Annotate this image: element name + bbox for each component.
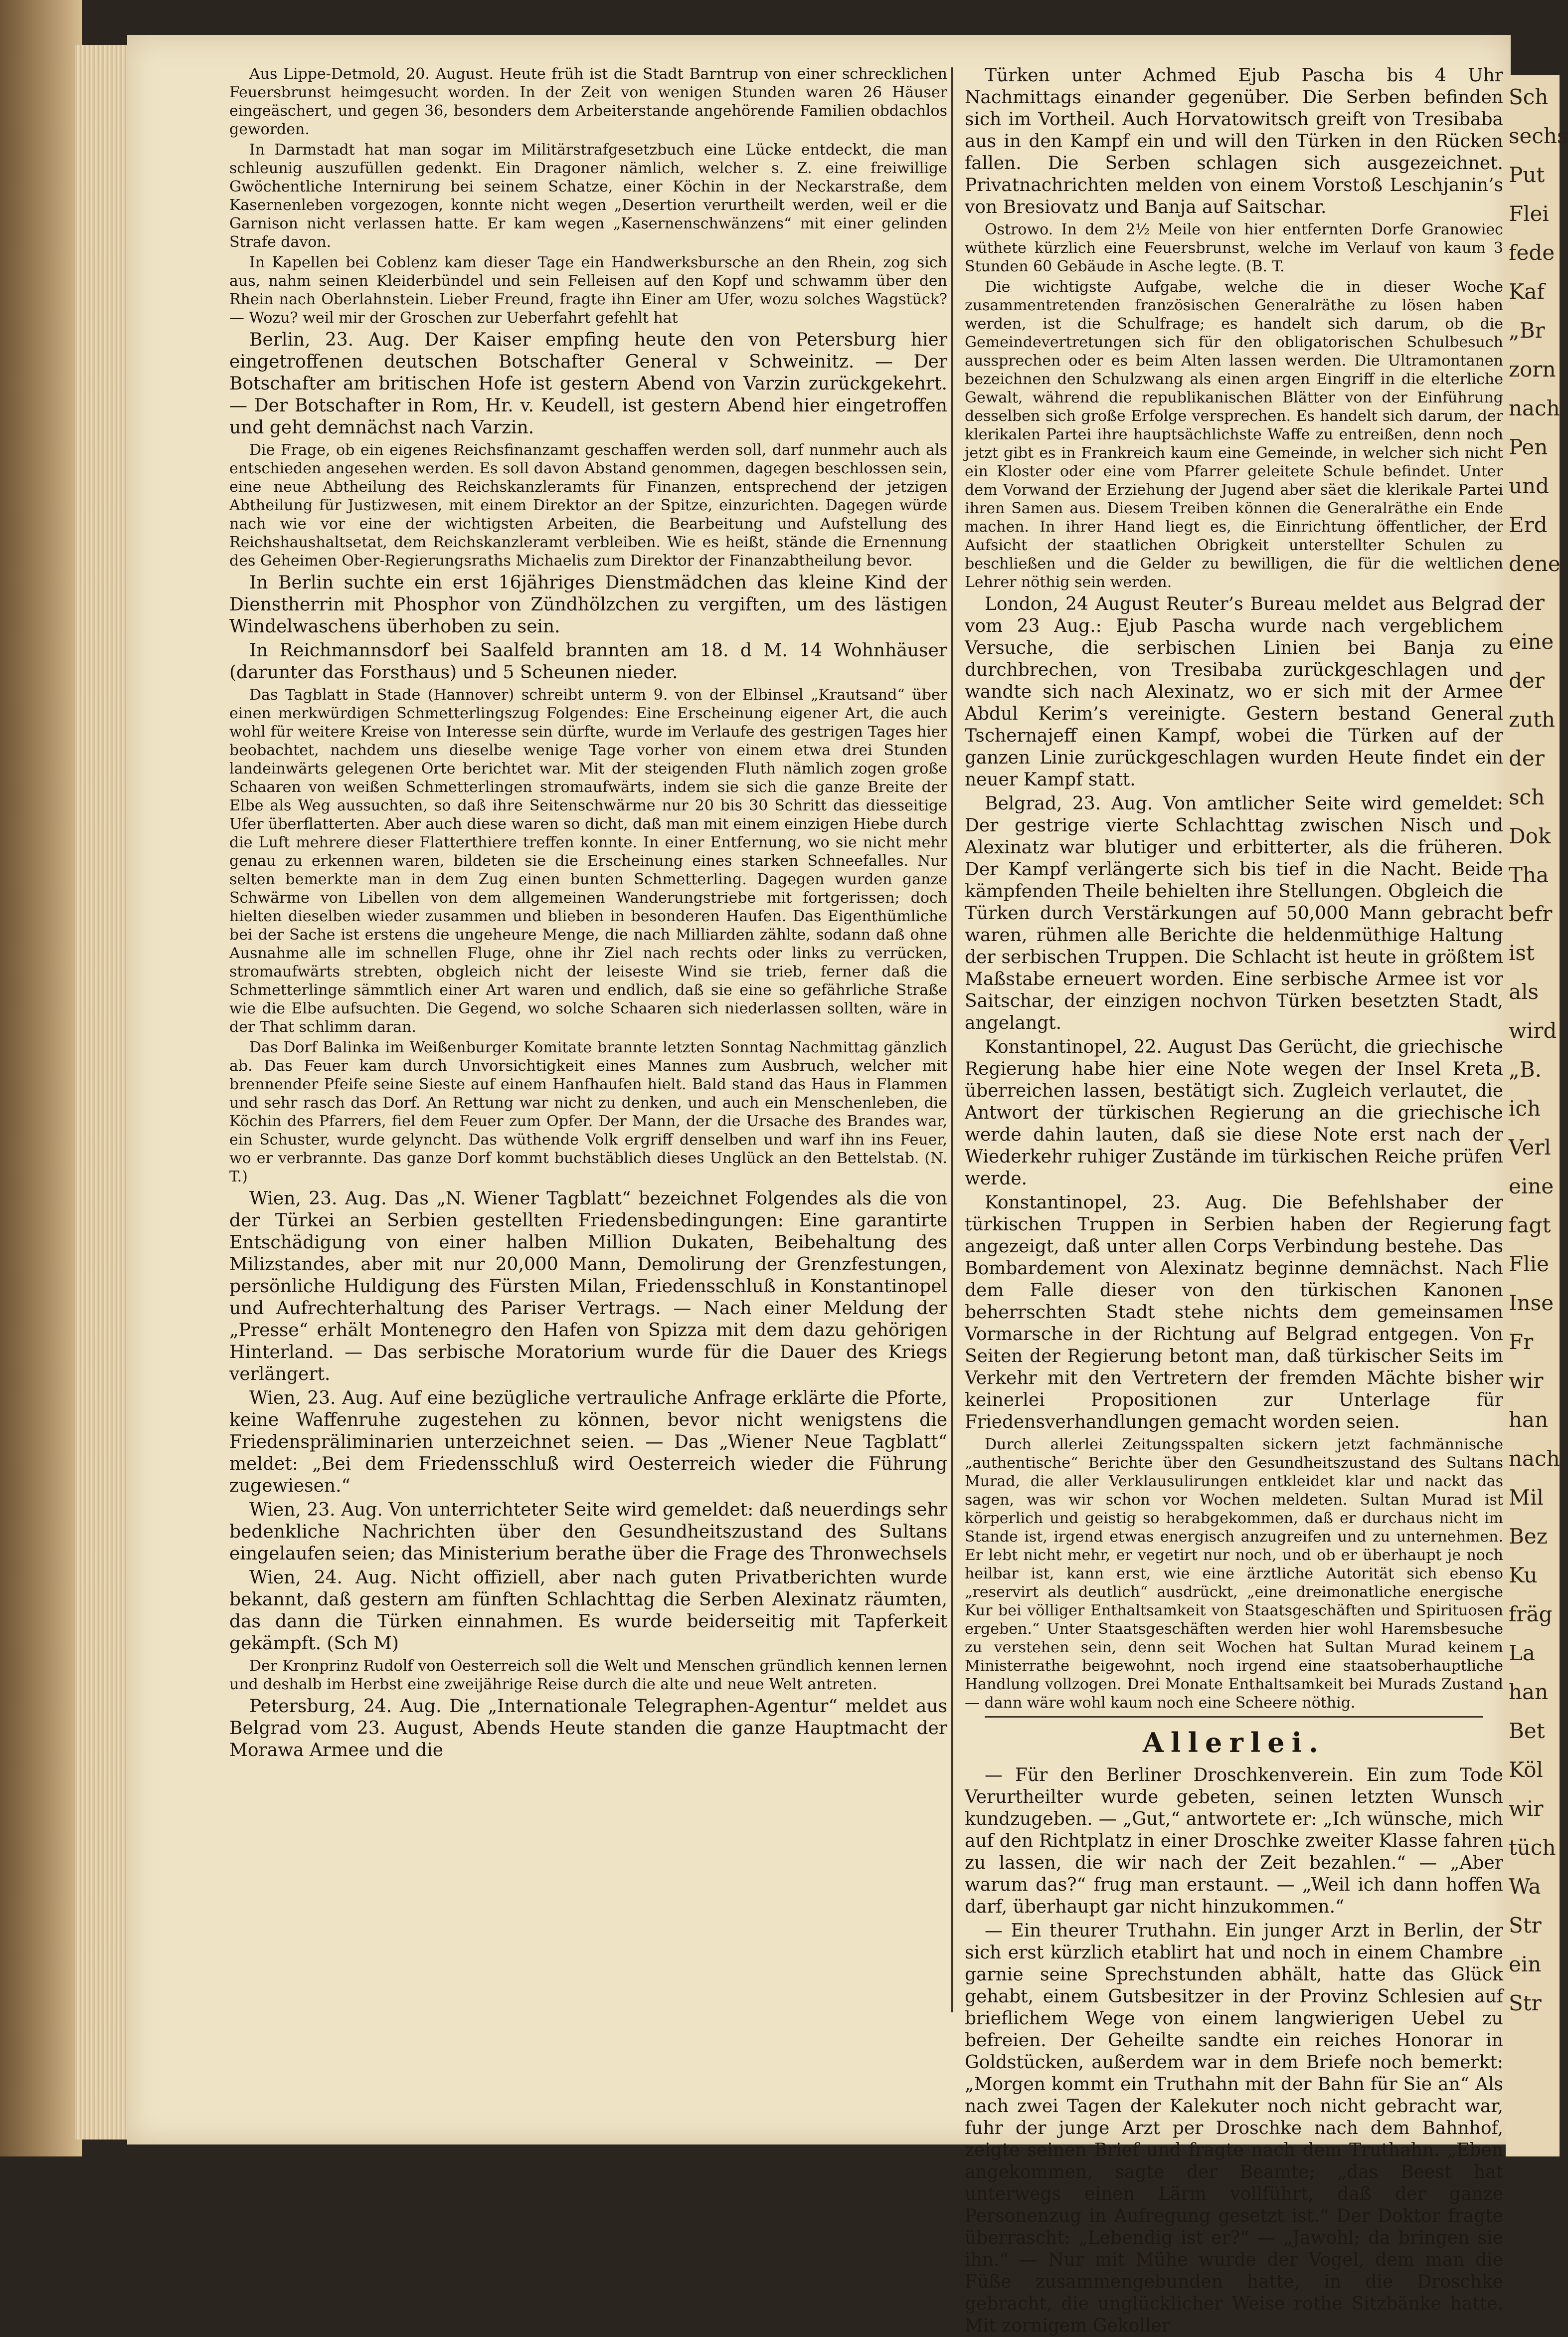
- page-edges: [75, 45, 130, 2140]
- article-paragraph: London, 24 August Reuter’s Bureau meldet aus Belgrad vom 23 Aug.: Ejub Pascha wurde nach vergeblichem Versuche, die serbischen Linien bei Banja zu durchbrechen, von Tresibaba zurückgeschlagen und wandte sich nach Alexinatz, wo er sich mit der Armee Abdul Kerim’s vereinigte. Gestern bestand General Tschernajeff einen Kampf, wobei die Türken auf der ganzen Linie zurückgeschlagen wurden Heute findet ein neuer Kampf statt.: [965, 594, 1503, 790]
- article-paragraph: Die wichtigste Aufgabe, welche die in dieser Woche zusammentretenden französischen Generalräthe zu lösen haben werden, ist die Schulfrage; es handelt sich darum, ob die Gemeindevertretungen sich für den obligatorischen Schulbesuch aussprechen oder es beim Alten lassen werden. Die Ultramontanen bezeichnen den Schulzwang als einen argen Eingriff in die elterliche Gewalt, während die republikanischen Blätter von der Einführung desselben sich große Erfolge versprechen. Es handelt sich darum, der klerikalen Partei ihre hauptsächlichste Waffe zu entreißen, denn noch jetzt gibt es in Frankreich kaum eine Gemeinde, in welcher sich nicht ein Kloster oder eine vom Pfarrer geleitete Schule befindet. Unter dem Vorwand der Erziehung der Jugend aber säet die klerikale Partei ihren Samen aus. Diesem Treiben können die Generalräthe ein Ende machen. In ihrer Hand liegt es, die Einrichtung öffentlicher, der Aufsicht der staatlichen Obrigkeit unterstellter Schulen zu beschließen und die Gelder zu bewilligen, die für die weltlichen Lehrer nöthig sein werden.: [965, 278, 1503, 591]
- next-page-word: han: [1509, 1407, 1549, 1432]
- next-page-word: fede: [1509, 240, 1555, 265]
- next-page-word: Inse: [1509, 1291, 1554, 1315]
- next-page-word: befr: [1509, 902, 1553, 926]
- article-paragraph: Die Frage, ob ein eigenes Reichsfinanzamt geschaffen werden soll, darf nunmehr auch als entschieden angesehen werden. Es soll davon Abstand genommen, dagegen beschlossen sein, eine neue Abtheilung des Reichskanzleramts für Finanzen, entsprechend der jetzigen Abtheilung für Justizwesen, mit einem Direktor an der Spitze, einzurichten. Dagegen würde nach wie vor eine der wichtigsten Arbeiten, die Bearbeitung und Aufstellung des Reichshaushaltsetat, dem Reichskanzleramt verbleiben. Wie es heißt, stände die Ernennung des Geheimen Ober-Regierungsraths Michaelis zum Direktor der Finanzabtheilung bevor.: [229, 441, 947, 570]
- next-page-word: La: [1509, 1641, 1535, 1665]
- next-page-word: ich: [1509, 1096, 1541, 1121]
- article-paragraph: In Reichmannsdorf bei Saalfeld brannten am 18. d M. 14 Wohnhäuser (darunter das Forsthaus) und 5 Scheunen nieder.: [229, 640, 947, 683]
- next-page-word: Sch: [1509, 85, 1549, 109]
- article-paragraph: Türken unter Achmed Ejub Pascha bis 4 Uhr Nachmittags einander gegenüber. Die Serben befinden sich im Vortheil. Auch Horvatowitsch greift von Tresibaba aus in den Kampf ein und will den Türken in den Rücken fallen. Die Serben schlagen sich ausgezeichnet. Privatnachrichten melden von einem Vorstoß Leschjanin’s von Bresiovatz und Banja auf Saitschar.: [965, 65, 1503, 217]
- article-paragraph: In Darmstadt hat man sogar im Militärstrafgesetzbuch eine Lücke entdeckt, die man schleunig auszufüllen gedenkt. Ein Dragoner nämlich, welcher s. Z. eine freiwillige Gwöchentliche Internirung bei seinem Schatze, einer Köchin in der Neckarstraße, dem Kasernenleben vorgezogen, konnte nicht wegen „Desertion verurtheilt werden, weil er die Garnison nicht verlassen hatte. Er kam wegen „Kasernenschwänzens“ mit einer gelinden Strafe davon.: [229, 141, 947, 251]
- article-paragraph: Konstantinopel, 23. Aug. Die Befehlshaber der türkischen Truppen in Serbien haben der Regierung angezeigt, daß unter allen Corps Verbindung bestehe. Das Bombardement von Alexinatz beginne demnächst. Nach dem Falle dieser von den türkischen Kanonen beherrschten Stadt stehe nichts dem gemeinsamen Vormarsche in der Richtung auf Belgrad entgegen. Von Seiten der Regierung betont man, daß türkischer Seits im Verkehr mit den Vertretern der fremden Mächte bisher keinerlei Propositionen zur Unterlage für Friedensverhandlungen gemacht worden seien.: [965, 1192, 1503, 1432]
- next-page-word: wir: [1509, 1368, 1544, 1393]
- next-page-word: ist: [1509, 941, 1535, 965]
- next-page-word: zorn: [1509, 357, 1556, 382]
- next-page-word: fräg: [1509, 1602, 1553, 1626]
- left-column: [229, 65, 947, 2110]
- next-page-word: dene: [1509, 552, 1561, 576]
- next-page-word: tüch: [1509, 1835, 1556, 1860]
- article-paragraph: Konstantinopel, 22. August Das Gerücht, die griechische Regierung habe hier eine Note wegen der Insel Kreta überreichen lassen, bestätigt sich. Zugleich verlautet, die Antwort der türkischen Regierung an die griechische werde dahin lauten, daß sie diese Note erst nach der Wiederkehr ruhiger Zustände im türkischen Reiche prüfen werde.: [965, 1037, 1503, 1189]
- next-page-word: der: [1509, 746, 1545, 771]
- next-page-word: Str: [1509, 1991, 1542, 2015]
- next-page-word: Put: [1509, 163, 1545, 187]
- next-page-word: Pen: [1509, 435, 1548, 459]
- next-page-word: als: [1509, 979, 1539, 1004]
- article-paragraph: Wien, 23. Aug. Das „N. Wiener Tagblatt“ bezeichnet Folgendes als die von der Türkei an Serbien gestellten Friedensbedingungen: Eine garantirte Entschädigung von einer halben Million Dukaten, Beibehaltung des Milizstandes, aber mit nur 20,000 Mann, Demolirung der Grenzfestungen, persönliche Huldigung des Fürsten Milan, Friedensschluß in Konstantinopel und Aufrechterhaltung des Pariser Vertrags. — Nach einer Meldung der „Presse“ erhält Montenegro den Hafen von Spizza mit dem dazu gehörigen Hinterland. — Das serbische Moratorium wurde für die Dauer des Kriegs verlängert.: [229, 1188, 947, 1384]
- article-paragraph: Wien, 23. Aug. Von unterrichteter Seite wird gemeldet: daß neuerdings sehr bedenkliche Nachrichten über den Gesundheitszustand des Sultans eingelaufen seien; das Ministerium berathe über die Frage des Thronwechsels: [229, 1500, 947, 1564]
- article-paragraph: Der Kronprinz Rudolf von Oesterreich soll die Welt und Menschen gründlich kennen lernen und deshalb im Herbst eine zweijährige Reise durch die alte und neue Welt antreten.: [229, 1657, 947, 1693]
- next-page-word: ein: [1509, 1952, 1542, 1976]
- next-page-fragment: [1506, 75, 1568, 2156]
- next-page-word: Bet: [1509, 1719, 1545, 1743]
- next-page-word: „Br: [1509, 318, 1545, 343]
- next-page-word: fagt: [1509, 1213, 1551, 1237]
- next-page-word: zuth: [1509, 707, 1556, 732]
- next-page-word: Dok: [1509, 824, 1551, 848]
- next-page-word: der: [1509, 590, 1545, 615]
- next-page-word: sechs: [1509, 124, 1568, 148]
- right-column: [965, 65, 1503, 2336]
- article-paragraph: — Für den Berliner Droschkenverein. Ein zum Tode Verurtheilter wurde gebeten, seinen letzten Wunsch kundzugeben. — „Gut,“ antwortete er: „Ich wünsche, mich auf den Richtplatz in einer Droschke zweiter Klasse fahren zu lassen, die wir nach der Zeit bezahlen.“ — „Aber warum das?“ frug man erstaunt. — „Weil ich dann hoffen darf, überhaupt gar nicht hinzukommen.“: [965, 1765, 1503, 1917]
- article-paragraph: Wien, 24. Aug. Nicht offiziell, aber nach guten Privatberichten wurde bekannt, daß gestern am fünften Schlachttag die Serben Alexinatz räumten, das dann die Türken einnahmen. Es wurde beiderseitig mit Tapferkeit gekämpft. (Sch M): [229, 1567, 947, 1654]
- next-page-word: Flei: [1509, 201, 1549, 226]
- next-page-word: Kaf: [1509, 279, 1545, 304]
- next-page-word: Mil: [1509, 1485, 1544, 1510]
- next-page-word: nach: [1509, 396, 1560, 420]
- article-paragraph: In Berlin suchte ein erst 16jähriges Dienstmädchen das kleine Kind der Dienstherrin mit Phosphor von Zündhölzchen zu vergiften, um des lästigen Windelwaschens überhoben zu sein.: [229, 573, 947, 637]
- next-page-word: han: [1509, 1680, 1549, 1704]
- next-page-word: „B.: [1509, 1057, 1542, 1082]
- article-paragraph: Das Tagblatt in Stade (Hannover) schreibt unterm 9. von der Elbinsel „Krautsand“ über einen merkwürdigen Schmetterlingszug Folgendes: Eine Erscheinung eigener Art, die auch wohl für weitere Kreise von Interesse sein dürfte, wurde im Verlaufe des gestrigen Tages hier beobachtet, nachdem uns dieselbe wenige Tage vorher von einem etwa drei Stunden landeinwärts gelegenen Orte berichtet war. Mit der steigenden Fluth nämlich zogen große Schaaren von weißen Schmetterlingen stromaufwärts, indem sie sich die ganze Breite der Elbe als Weg aussuchten, so daß ihre Seitenschwärme nur 20 bis 30 Schritt das diesseitige Ufer überflatterten. Aber auch diese waren so dicht, daß man mit einem einzigen Hiebe durch die Luft mehrere dieser Flatterthiere treffen konnte. In einer Entfernung, wo sie nicht mehr genau zu erkennen waren, bildeten sie die Erscheinung eines starken Schneefalles. Nur selten bemerkte man in dem Zug einen bunten Schmetterling. Dagegen wurden ganze Schwärme von Libellen von dem allgemeinen Wanderungstriebe mit fortgerissen; doch hielten dieselben wieder zusammen und blieben in besonderen Haufen. Das Eigenthümliche bei der Sache ist erstens die ungeheure Menge, die nach Milliarden zählte, sodann daß ohne Ausnahme alle im schnellen Fluge, ohne ihr Ziel nach rechts oder links zu verrücken, stromaufwärts strebten, obgleich nicht der leiseste Wind sie trieb, ferner daß die Schmetterlinge sämmtlich einer Art waren und endlich, daß sie eine so gefährliche Straße wie die Elbe aufsuchten. Die Gegend, wo solche Schaaren sich niederlassen sollten, wäre in der That schlimm daran.: [229, 686, 947, 1036]
- article-paragraph: Belgrad, 23. Aug. Von amtlicher Seite wird gemeldet: Der gestrige vierte Schlachttag zwischen Nisch und Alexinatz war blutiger und erbitterter, als die früheren. Der Kampf verlängerte sich bis tief in die Nacht. Beide kämpfenden Theile behielten ihre Stellungen. Obgleich die Türken durch Verstärkungen auf 50,000 Mann gebracht waren, rühmen alle Berichte die heldenmüthige Haltung der serbischen Truppen. Die Schlacht ist heute in größtem Maßstabe erneuert worden. Eine serbische Armee ist vor Saitschar, der einzigen nochvon Türken besetzten Stadt, angelangt.: [965, 793, 1503, 1033]
- next-page-word: eine: [1509, 1174, 1554, 1198]
- next-page-word: sch: [1509, 785, 1545, 809]
- next-page-word: und: [1509, 474, 1549, 498]
- next-page-word: Tha: [1509, 863, 1549, 887]
- next-page-word: Wa: [1509, 1874, 1541, 1899]
- article-paragraph: Das Dorf Balinka im Weißenburger Komitate brannte letzten Sonntag Nachmittag gänzlich ab. Das Feuer kam durch Unvorsichtigkeit eines Mannes zum Ausbruch, welcher mit brennender Pfeife seine Sieste auf einem Hanfhaufen hielt. Bald stand das Haus in Flammen und sehr rasch das Dorf. An Rettung war nicht zu denken, und auch ein Menschenleben, die Köchin des Pfarrers, fiel dem Feuer zum Opfer. Der Mann, der die Ursache des Brandes war, ein Schuster, wurde gelyncht. Das wüthende Volk ergriff denselben und warf ihn ins Feuer, wo er verbrannte. Das ganze Dorf kommt buchstäblich dieses Unglück an den Bettelstab. (N. T.): [229, 1039, 947, 1185]
- article-paragraph: Aus Lippe-Detmold, 20. August. Heute früh ist die Stadt Barntrup von einer schrecklichen Feuersbrunst heimgesucht worden. In der Zeit von wenigen Stunden waren 26 Häuser eingeäschert, und gegen 36, besonders dem Arbeiterstande angehörende Familien obdachlos geworden.: [229, 65, 947, 138]
- next-page-word: wird: [1509, 1018, 1557, 1043]
- article-paragraph: Wien, 23. Aug. Auf eine bezügliche vertrauliche Anfrage erklärte die Pforte, keine Waffenruhe zugestehen zu können, bevor nicht wenigstens die Friedenspräliminarien unterzeichnet seien. — Das „Wiener Neue Tagblatt“ meldet: „Bei dem Friedensschluß wird Oesterreich wieder die Führung zugewiesen.“: [229, 1388, 947, 1496]
- next-page-word: Str: [1509, 1913, 1542, 1938]
- next-page-word: Flie: [1509, 1252, 1549, 1276]
- column-divider: [951, 67, 953, 2012]
- article-paragraph: — Ein theurer Truthahn. Ein junger Arzt in Berlin, der sich erst kürzlich etablirt hat und noch in einem Chambre garnie seine Sprechstunden abhält, hatte das Glück gehabt, einem Gutsbesitzer in der Provinz Schlesien auf brieflichem Wege von einem langwierigen Uebel zu befreien. Der Geheilte sandte ein reiches Honorar in Goldstücken, außerdem war in dem Briefe noch bemerkt: „Morgen kommt ein Truthahn mit der Bahn für Sie an“ Als nach zwei Tagen der Kalekuter noch nicht gebracht war, fuhr der junge Arzt per Droschke nach dem Bahnhof, zeigte seinen Brief und fragte nach dem Truthahn. „Eben angekommen, sagte der Beamte; „das Beest hat unterwegs einen Lärm vollführt, daß der ganze Personenzug in Aufregung gesetzt ist.“ Der Doktor fragte überrascht: „Lebendig ist er?“ — „Jawohl; da bringen sie ihn.“ — Nur mit Mühe wurde der Vogel, dem man die Füße zusammengebunden hatte, in die Droschke gebracht, die unglücklicher Weise rothe Sitzbänke hatte. Mit zornigem Gekoller: [965, 1921, 1503, 2336]
- article-paragraph: Durch allerlei Zeitungsspalten sickern jetzt fachmännische „authentische“ Berichte über den Gesundheitszustand des Sultans Murad, die aller Verklausulirungen entkleidet klar und nackt das sagen, was wir schon vor Wochen meldeten. Sultan Murad ist körperlich und geistig so herabgekommen, daß er durchaus nicht im Stande ist, irgend etwas energisch anzugreifen und zu unternehmen. Er lebt nicht mehr, er vegetirt nur noch, und ob er überhaupt je noch heilbar ist, kann erst, wie eine ärztliche Autorität sich ebenso „reservirt als deutlich“ ausdrückt, „eine dreimonatliche energische Kur bei völliger Enthaltsamkeit von Staatsgeschäften und Spirituosen ergeben.“ Unter Staatsgeschäften werden hier wohl Haremsbesuche zu verstehen sein, denn seit Wochen hat Sultan Murad keinem Ministerrathe beigewohnt, noch irgend eine staatsoberhauptliche Handlung vollzogen. Drei Monate Enthaltsamkeit bei Murads Zustand — dann wäre wohl kaum noch eine Scheere nöthig.: [965, 1436, 1503, 1712]
- next-page-word: Erd: [1509, 513, 1548, 537]
- article-paragraph: In Kapellen bei Coblenz kam dieser Tage ein Handwerksbursche an den Rhein, zog sich aus, nahm seinen Kleiderbündel und sein Felleisen auf den Kopf und schwamm über den Rhein nach Oberlahnstein. Lieber Freund, fragte ihn Einer am Ufer, wozu solches Wagstück? — Wozu? weil mir der Groschen zur Ueberfahrt gefehlt hat: [229, 254, 947, 327]
- book-spine: [0, 0, 82, 2156]
- section-rule: [985, 1716, 1483, 1718]
- next-page-word: wir: [1509, 1796, 1544, 1821]
- article-paragraph: Petersburg, 24. Aug. Die „Internationale Telegraphen-Agentur“ meldet aus Belgrad vom 23. August, Abends Heute standen die ganze Hauptmacht der Morawa Armee und die: [229, 1696, 947, 1760]
- next-page-word: der: [1509, 668, 1545, 693]
- article-paragraph: Ostrowo. In dem 2½ Meile von hier entfernten Dorfe Granowiec wüthete kürzlich eine Feuersbrunst, welche im Verlauf von kaum 3 Stunden 60 Gebäude in Asche legte. (B. T.: [965, 221, 1503, 275]
- next-page-word: Ku: [1509, 1563, 1538, 1587]
- article-paragraph: Berlin, 23. Aug. Der Kaiser empfing heute den von Petersburg hier eingetroffenen deutschen Botschafter General v Schweinitz. — Der Botschafter am britischen Hofe ist gestern Abend von Varzin zurückgekehrt. — Der Botschafter in Rom, Hr. v. Keudell, ist gestern Abend hier eingetroffen und geht demnächst nach Varzin.: [229, 330, 947, 438]
- next-page-word: nach: [1509, 1446, 1560, 1471]
- next-page-word: eine: [1509, 629, 1554, 654]
- next-page-word: Verl: [1509, 1135, 1551, 1160]
- next-page-word: Köl: [1509, 1757, 1543, 1782]
- next-page-word: Fr: [1509, 1330, 1534, 1354]
- next-page-word: Bez: [1509, 1524, 1548, 1549]
- section-heading: Allerlei.: [1143, 1727, 1325, 1758]
